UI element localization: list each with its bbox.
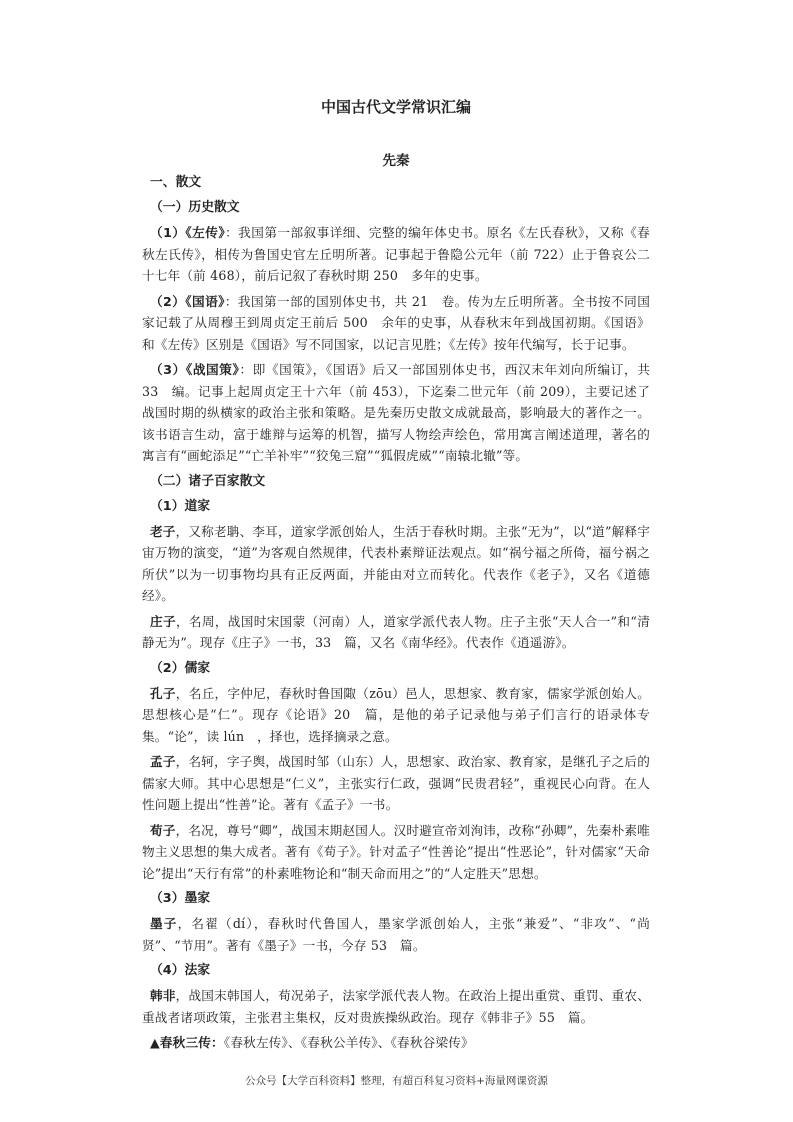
paragraph-text: ：我国第一部叙事详细、完整的编年体史书。原名《左氏春秋》，又称《春秋左氏传》，相传为鲁国史官左丘明所著。记事起于鲁隐公元年（前 722）止于鲁哀公二十七年（前 468），前后记叙了春秋时期 250 多年的史事。	[142, 225, 650, 283]
document-title: 中国古代文学常识汇编	[320, 98, 471, 116]
paragraph-lead: （1）《左传》	[150, 225, 226, 240]
subsection-heading: （一）历史散文	[150, 200, 240, 215]
paragraph-zhuangzi	[142, 611, 650, 654]
paragraph-text: ，名翟（dí），春秋时代鲁国人，墨家学派创始人，主张“兼爱”、“非攻”、“尚贤”、“节用”。著有《墨子》一书，今存 53 篇。	[142, 916, 650, 953]
paragraph-lead: 老子	[150, 523, 176, 539]
paragraph-mozi	[142, 913, 650, 956]
paragraph-laozi	[142, 521, 650, 607]
paragraph-lead: 荀子	[150, 822, 176, 838]
paragraph-text: ，战国末韩国人，荀况弟子，法家学派代表人物。在政治上提出重赏、重罚、重农、重战者诸项政策，主张君主集权，反对贵族操纵政治。现存《韩非子》55 篇。	[142, 988, 651, 1025]
note-text: 《春秋左传》、《春秋公羊传》、《春秋谷梁传》	[223, 1035, 474, 1050]
paragraph-text: ，又称老聃、李耳，道家学派创始人，生活于春秋时期。主张“无为”，以“道”解释宇宙万物的演变，“道”为客观自然规律，代表朴素辩证法观点。如“祸兮福之所倚，福兮祸之所伏”以为一切事物均具有正反两面，并能由对立而转化。代表作《老子》，又名《道德经》。	[142, 523, 650, 603]
paragraph-text: ，名周，战国时宋国蒙（河南）人，道家学派代表人物。庄子主张“天人合一”和“清静无为”。现存《庄子》一书，33 篇，又名《南华经》。代表作《逍遥游》。	[142, 613, 650, 650]
paragraph-lead: 韩非	[150, 988, 176, 1003]
note-three-commentaries	[142, 1032, 650, 1054]
school-heading: （3）墨家	[150, 891, 211, 906]
paragraph-text: ：我国第一部的国别体史书，共 21 卷。传为左丘明所著。全书按不同国家记载了从周穆王到周贞定王前后 500 余年的史事，从春秋末年到战国初期。《国语》和《左传》区别是《国语》写不同国家，以记言见胜；《左传》按年代编写，长于记事。	[142, 293, 650, 352]
era-heading: 先秦	[382, 153, 410, 169]
paragraph-zhanguoce	[142, 359, 650, 467]
paragraph-guoyu	[142, 291, 650, 356]
school-heading: （1）道家	[150, 498, 211, 514]
paragraph-text: ：即《国策》，《国语》后又一部国别体史书，西汉末年刘向所编订，共 33 编。记事上起周贞定王十六年（前 453），下迄秦二世元年（前 209），主要记述了战国时期的纵横家的政治主张和策略。是先秦历史散文成就最高，影响最大的著作之一。该书语言生动，富于雄辩与运筹的机智，描写人物绘声绘色，常用寓言阐述道理，著名的寓言有“画蛇添足”“亡羊补牢”“狡兔三窟”“狐假虎威”“南辕北辙”等。	[142, 362, 650, 463]
paragraph-text: ，名况，尊号“卿”，战国末期赵国人。汉时避宣帝刘洵讳，改称“孙卿”，先秦朴素唯物主义思想的集大成者。著有《荀子》。针对孟子“性善论”提出“性恶论”，针对儒家“天命论”提出“天行有常”的朴素唯物论和“制天命而用之”的“人定胜天”思想。	[142, 822, 650, 881]
paragraph-xunzi	[142, 820, 650, 885]
subsection-heading: （二）诸子百家散文	[150, 473, 266, 489]
note-lead: ▲春秋三传：	[150, 1035, 224, 1050]
section-heading: 一、散文	[150, 175, 202, 190]
school-heading: （2）儒家	[150, 660, 211, 676]
paragraph-text: ，名轲，字子舆，战国时邹（山东）人，思想家、政治家、教育家，是继孔子之后的儒家大师。其中心思想是“仁义”，主张实行仁政，强调“民贵君轻”，重视民心向背。在人性问题上提出“性善”论。著有《孟子》一书。	[142, 754, 651, 812]
paragraph-hanfei	[142, 985, 650, 1028]
paragraph-text: ，名丘，字仲尼，春秋时鲁国陬（zōu）邑人，思想家、教育家，儒家学派创始人。思想核心是“仁”。现存《论语》20 篇，是他的弟子记录他与弟子们言行的语录体专集。“论”，读 lún ，择也，选择摘录之意。	[142, 685, 650, 744]
paragraph-zuozhuan	[142, 222, 650, 287]
paragraph-lead: （3）《战国策》	[150, 362, 240, 377]
paragraph-lead: （2）《国语》	[150, 293, 225, 309]
page-footer: 公众号【大学百科资料】整理，有超百科复习资料+海量网课资源	[245, 1075, 548, 1087]
paragraph-lead: 庄子	[150, 613, 176, 629]
paragraph-lead: 孟子	[150, 754, 176, 769]
paragraph-kongzi	[142, 683, 650, 748]
school-heading: （4）法家	[150, 963, 211, 978]
paragraph-mengzi	[142, 751, 650, 816]
document-body	[142, 172, 650, 1058]
paragraph-lead: 墨子	[150, 916, 178, 931]
paragraph-lead: 孔子	[150, 685, 176, 701]
